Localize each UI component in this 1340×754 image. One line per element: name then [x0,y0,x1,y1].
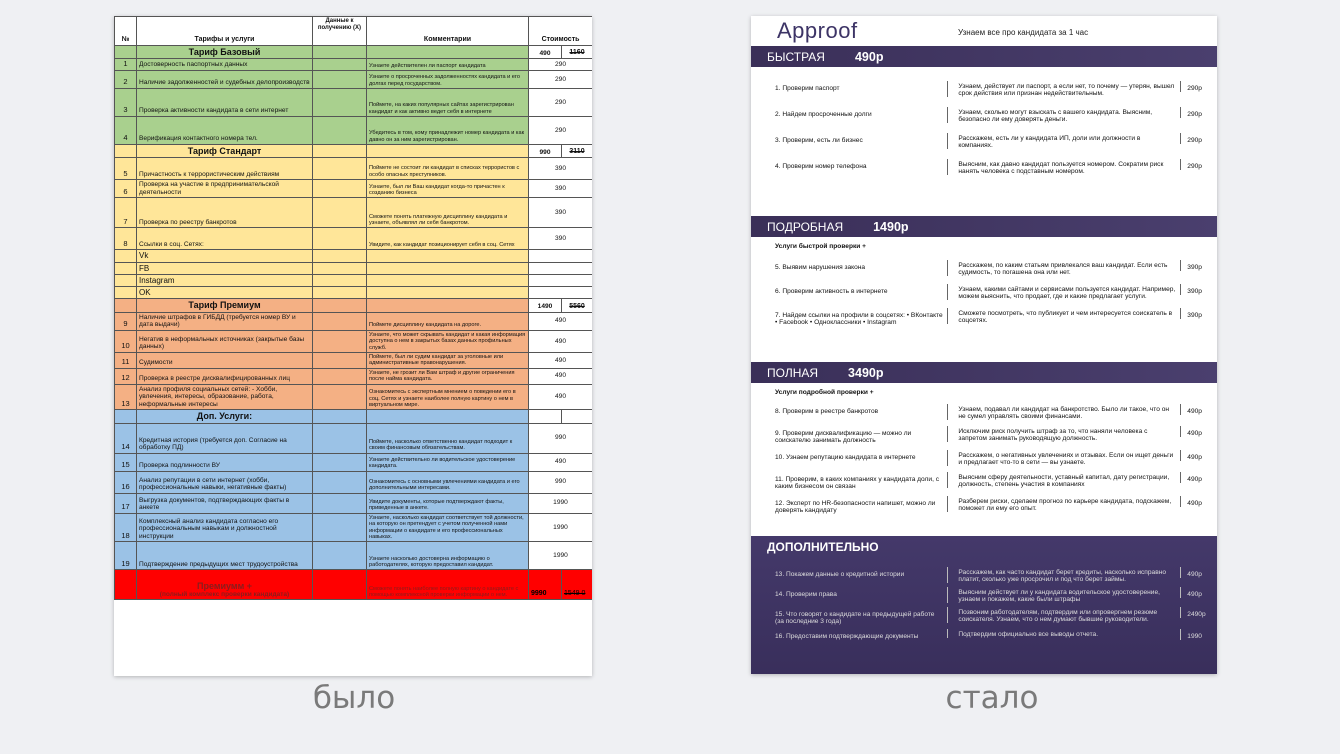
row-number: 18 [115,513,137,542]
row-number: 7 [115,198,137,228]
extra-band [751,536,1217,557]
row-service: Ссылки в соц. Сетях: [137,228,313,250]
row-data-cell [313,330,367,352]
row-data-cell [313,423,367,453]
row-service: Проверка подлинности ВУ [137,453,313,471]
item-price: 290р [1180,133,1217,144]
caption-after: стало [945,680,1039,716]
premium-plus-old-price: 1549 0 [562,570,593,600]
row-price: 490 [529,312,593,330]
price-list-item [751,607,1217,625]
row-data-cell [313,70,367,88]
item-service: 3. Проверим, есть ли бизнес [775,137,863,144]
detailed-subtitle: Услуги быстрой проверки + [775,243,867,250]
detailed-band [751,216,1217,237]
row-number: 5 [115,158,137,180]
row-service: Кредитная история (требуется доп. Согласие на обработку ПД) [137,423,313,453]
row-number [115,287,137,299]
row-comment: Увидите документы, которые подтверждают факты, приведенные в анкете. [367,493,529,513]
premium-plus-comment: Сможете понять наиболее полную картину о кандидате с помощью комплексной проверки информации о нем. [367,570,529,600]
section-num-cell [115,299,137,312]
item-service: 15. Что говорят о кандидате на предыдущей работе (за последние 3 года) [775,611,935,625]
row-comment: Узнаете, насколько кандидат соответствует той должности, на которую он претендует с учетом полученной нами информации о кандидате и его профессиональных навыках. [367,513,529,542]
row-price: 390 [529,158,593,180]
header-cost: Стоимость [529,17,593,46]
row-price [529,250,593,262]
final-offer [751,663,1217,674]
item-service: 12. Эксперт по HR-безопасности напишет, можно ли доверять кандидату [775,500,936,514]
row-comment: Поймете дисциплину кандидата на дороге. [367,312,529,330]
row-price: 990 [529,471,593,493]
row-data-cell [313,198,367,228]
table-row [115,88,593,116]
row-price: 390 [529,198,593,228]
row-data-cell [313,116,367,144]
price-list-item [751,567,1217,583]
row-data-cell [313,262,367,274]
item-comment: Расскажем, о негативных увлечениях и отзывах. Если он ищет деньги и предлагает что-то в сети — вы узнаете. [947,450,1176,466]
row-service: Наличие задолженностей и судебных делопроизводств [137,70,313,88]
row-price: 490 [529,330,593,352]
section-num-cell [115,46,137,59]
section-num-cell [115,144,137,157]
table-row [115,330,593,352]
row-comment: Ознакомитесь с основными увлечениями кандидата и его дополнительными интересами. [367,471,529,493]
price-list-item [751,472,1217,490]
row-price: 290 [529,116,593,144]
item-price: 390р [1180,308,1217,319]
price-list-item [751,133,1217,149]
section-old-price: 5560 [562,299,593,312]
price-list-item [751,260,1217,276]
row-price: 290 [529,70,593,88]
price-list-item [751,587,1217,603]
premium-plus-price: 9990 [529,570,562,600]
price-list-item [751,81,1217,97]
item-price: 490р [1180,587,1217,598]
tariff-table [114,16,592,600]
section-price: 1490 [529,299,562,312]
row-price: 1990 [529,542,593,570]
row-data-cell [313,312,367,330]
price-list-item [751,496,1217,514]
row-service: Instagram [137,274,313,286]
item-service: 1. Проверим паспорт [775,85,840,92]
price-list-item [751,308,1217,326]
premium-plus-name: Премиумм + [196,580,252,591]
row-comment: Увидите, как кандидат позиционирует себя в соц. Сетях [367,228,529,250]
row-data-cell [313,180,367,198]
row-data-cell [313,274,367,286]
table-row [115,250,593,262]
row-data-cell [313,250,367,262]
table-row [115,59,593,71]
row-comment: Узнаете о просроченных задолженностях кандидата и его долгах перед государством. [367,70,529,88]
new-price-list [751,16,1217,674]
section-data-cell [313,299,367,312]
item-price: 490р [1180,567,1217,578]
table-row [115,471,593,493]
row-comment: Узнаете, что может скрывать кандидат и какая информация доступна о нем в закрытых базах данных профильных служб. [367,330,529,352]
row-price: 390 [529,180,593,198]
table-row [115,423,593,453]
section-comment-cell [367,46,529,59]
row-price: 1990 [529,513,593,542]
item-comment: Расскажем, по каким статьям привлекался ваш кандидат. Если есть судимость, то погашена она или нет. [947,260,1176,276]
row-number: 15 [115,453,137,471]
fast-title: БЫСТРАЯ [767,49,825,64]
section-row-extra [115,410,593,423]
row-data-cell [313,228,367,250]
item-comment: Разберем риски, сделаем прогноз по карьере кандидата, подскажем, поможет ли ему его опыт. [947,496,1176,512]
price-list-item [751,426,1217,444]
row-number: 13 [115,384,137,410]
premium-plus-row [115,570,593,600]
price-list-item [751,629,1217,640]
row-service: Анализ профиля социальных сетей: - Хобби, увлечения, интересы, образование, работа, неформальные интересы [137,384,313,410]
row-comment: Поймете не состоит ли кандидат в списках террористов с особо опасных преступников. [367,158,529,180]
row-price [529,262,593,274]
section-data-cell [313,46,367,59]
header-service: Тарифы и услуги [137,17,313,46]
header-data: Данные к получению (Х) [313,17,367,46]
section-data-cell [313,410,367,423]
item-service: 9. Проверим дисквалификацию — можно ли соискателю занимать должность [775,430,912,444]
fast-items [751,67,1217,216]
row-comment: Убедитесь в том, кому принадлежит номер кандидата и как давно он за ним зарегистрирован. [367,116,529,144]
item-price: 290р [1180,159,1217,170]
premium-plus-subtitle: (полный комплекс проверки кандидата) [159,590,290,598]
row-service: Выгрузка документов, подтверждающих факты в анкете [137,493,313,513]
item-comment: Расскажем, есть ли у кандидата ИП, доли или должности в компаниях. [947,133,1176,149]
row-price: 1990 [529,493,593,513]
section-row-premium [115,299,593,312]
premium-plus-title [137,570,313,600]
row-number: 19 [115,542,137,570]
row-price [529,287,593,299]
section-title: Тариф Премиум [137,299,313,312]
row-number [115,262,137,274]
item-service: 11. Проверим, в каких компаниях у кандидата доли, с каким бизнесом он связан [775,476,940,490]
item-service: 16. Предоставим подтверждающие документы [775,633,919,640]
row-number [115,274,137,286]
full-title: ПОЛНАЯ [767,365,819,380]
brand-logo: Approof [777,18,858,43]
item-price: 290р [1180,81,1217,92]
item-service: 7. Найдем ссылки на профили в соцсетях: • ВКонтакте • Facebook • Одноклассники • Instagram [775,312,943,326]
item-price: 490р [1180,472,1217,483]
row-number: 4 [115,116,137,144]
item-price: 290р [1180,107,1217,118]
row-data-cell [313,453,367,471]
table-row [115,368,593,384]
table-row [115,513,593,542]
row-number [115,250,137,262]
item-price: 490р [1180,404,1217,415]
section-title: Тариф Стандарт [137,144,313,157]
item-price: 490р [1180,450,1217,461]
row-service: Наличие штрафов в ГИБДД (требуется номер ВУ и дата выдачи) [137,312,313,330]
row-service: Vk [137,250,313,262]
table-row [115,180,593,198]
row-service: Проверка в реестре дисквалифицированных лиц [137,368,313,384]
fast-band [751,46,1217,67]
section-comment-cell [367,144,529,157]
row-data-cell [313,493,367,513]
row-comment: Узнаете действителен ли паспорт кандидата [367,59,529,71]
table-row [115,352,593,368]
row-price: 490 [529,352,593,368]
price-list-item [751,450,1217,466]
row-data-cell [313,59,367,71]
item-comment: Позвоним работодателям, подтвердим или опровергнем резюме соискателя. Узнаем, что о нем думают бывшие руководители. [947,607,1176,623]
row-data-cell [313,471,367,493]
item-service: 4. Проверим номер телефона [775,163,867,170]
premium-plus-num [115,570,137,600]
row-comment [367,274,529,286]
item-comment: Выясним действует ли у кандидата водительское удостоверение, узнаем и покажем, какие были штрафы [947,587,1176,603]
row-price: 990 [529,423,593,453]
row-service: Причастность к террористическим действиям [137,158,313,180]
section-old-price [562,410,593,423]
table-row [115,70,593,88]
table-row [115,453,593,471]
row-service: OK [137,287,313,299]
row-service: FB [137,262,313,274]
extra-title: ДОПОЛНИТЕЛЬНО [767,539,879,554]
extra-block [751,536,1217,674]
item-comment: Выясним сферу деятельности, уставный капитал, дату регистрации, должность, степень участия в компаниях [947,472,1176,488]
item-service: 8. Проверим в реестре банкротов [775,408,879,415]
table-row [115,287,593,299]
section-title: Доп. Услуги: [137,410,313,423]
item-price: 390р [1180,284,1217,295]
item-service: 14. Проверим права [775,591,837,598]
row-price: 490 [529,368,593,384]
header-comment: Комментарии [367,17,529,46]
detailed-title: ПОДРОБНАЯ [767,219,844,234]
row-service: Подтверждение предыдущих мест трудоустройства [137,542,313,570]
row-number: 3 [115,88,137,116]
detailed-items [751,260,1217,362]
row-number: 2 [115,70,137,88]
item-comment: Исключим риск получить штраф за то, что наняли человека с запретом занимать руководящую должность. [947,426,1176,442]
row-service: Проверка активности кандидата в сети интернет [137,88,313,116]
table-row [115,384,593,410]
table-row [115,274,593,286]
section-row-basic [115,46,593,59]
price-list-item [751,107,1217,123]
row-data-cell [313,158,367,180]
item-comment: Узнаем, сколько могут взыскать с вашего кандидата. Выясним, безопасно ли ему доверять деньги. [947,107,1176,123]
item-service: 6. Проверим активность в интернете [775,288,888,295]
row-comment [367,262,529,274]
full-band [751,362,1217,383]
section-row-standard [115,144,593,157]
row-number: 17 [115,493,137,513]
row-service: Проверка на участие в предпринимательской деятельности [137,180,313,198]
section-comment-cell [367,410,529,423]
row-data-cell [313,384,367,410]
section-title: Тариф Базовый [137,46,313,59]
detailed-price: 1490р [873,219,909,234]
section-comment-cell [367,299,529,312]
item-price: 2490р [1180,607,1217,618]
item-service: 13. Покажем данные о кредитной истории [775,571,905,578]
table-row [115,198,593,228]
item-comment: Выясним, как давно кандидат пользуется номером. Сократим риск нанять человека с подставным номером. [947,159,1176,175]
row-data-cell [313,542,367,570]
row-comment: Поймете, на каких популярных сайтах зарегистрирован кандидат и как активно ведет себя в интернете [367,88,529,116]
row-comment: Узнаете, не грозит ли Вам штраф и другие ограничения после найма кандидата. [367,368,529,384]
item-price: 490р [1180,426,1217,437]
section-num-cell [115,410,137,423]
row-price [529,274,593,286]
row-comment: Поймете, был ли судим кандидат за уголовные или административные правонарушения. [367,352,529,368]
section-old-price: 1160 [562,46,593,59]
item-service: 10. Узнаем репутацию кандидата в интернете [775,454,916,461]
section-price [529,410,562,423]
row-price: 490 [529,384,593,410]
row-comment [367,287,529,299]
row-comment: Узнаете насколько достоверна информацию о работодателях, которую предоставил кандидат. [367,542,529,570]
price-list-item [751,284,1217,300]
item-comment: Расскажем, как часто кандидат берет кредиты, насколько исправно платит, сколько уже просрочил и под что берет займы. [947,567,1176,583]
table-header-row [115,17,593,46]
full-price: 3490р [848,365,884,380]
row-comment [367,250,529,262]
row-data-cell [313,368,367,384]
row-price: 490 [529,453,593,471]
row-number: 8 [115,228,137,250]
row-number: 10 [115,330,137,352]
item-service: 5. Выявим нарушения закона [775,264,866,271]
item-comment: Узнаем, подавал ли кандидат на банкротство. Было ли такое, что он не сумел управлять своими финансами. [947,404,1176,420]
row-price: 290 [529,59,593,71]
item-comment: Узнаем, какими сайтами и сервисами пользуется кандидат. Например, можем выяснить, что продает, где и какие предлагает услуги. [947,284,1176,300]
row-price: 390 [529,228,593,250]
row-data-cell [313,88,367,116]
row-number: 6 [115,180,137,198]
row-service: Негатив в неформальных источниках (закрытые базы данных) [137,330,313,352]
row-service: Комплексный анализ кандидата согласно его профессиональным навыкам и должностной инструкции [137,513,313,542]
item-price: 490р [1180,496,1217,507]
row-service: Верификация контактного номера тел. [137,116,313,144]
tagline: Узнаем все про кандидата за 1 час [958,28,1089,37]
row-number: 9 [115,312,137,330]
table-row [115,116,593,144]
premium-plus-data [313,570,367,600]
table-row [115,493,593,513]
row-number: 12 [115,368,137,384]
row-data-cell [313,513,367,542]
row-comment: Поймете, насколько ответственно кандидат подходит к своим финансовым обязательствам. [367,423,529,453]
row-service: Достоверность паспортных данных [137,59,313,71]
row-number: 1 [115,59,137,71]
section-price: 990 [529,144,562,157]
table-row [115,542,593,570]
table-row [115,158,593,180]
item-comment: Подтвердим официально все выводы отчета. [947,629,1176,638]
row-comment: Узнаете, был ли Ваш кандидат когда-то причастен к созданию бизнеса [367,180,529,198]
row-number: 11 [115,352,137,368]
section-data-cell [313,144,367,157]
header-num: № [115,17,137,46]
fast-price: 490р [854,49,884,64]
row-comment: Сможете понять платежную дисциплину кандидата и узнаете, объявлял ли себя банкротом. [367,198,529,228]
item-comment: Узнаем, действует ли паспорт, а если нет, то почему — утерян, вышел срок действия или признан недействительным. [947,81,1176,97]
row-data-cell [313,352,367,368]
row-service: Проверка по реестру банкротов [137,198,313,228]
row-number: 14 [115,423,137,453]
row-comment: Ознакомитесь с экспертным мнением о поведении его в соц. Сетях и узнаете наиболее полную картину о нем в виртуальном мире. [367,384,529,410]
section-price: 490 [529,46,562,59]
item-price: 1990 [1180,629,1217,640]
caption-before: было [312,680,396,716]
item-service: 2. Найдем просроченные долги [775,111,872,118]
old-price-table [114,16,592,676]
row-data-cell [313,287,367,299]
row-comment: Узнаете действительно ли водительское удостоверение кандидата. [367,453,529,471]
table-row [115,262,593,274]
table-row [115,228,593,250]
row-service: Анализ репутации в сети интернет (хобби, профессиональные навыки, негативные факты) [137,471,313,493]
full-subtitle: Услуги подробной проверки + [775,389,874,396]
row-number: 16 [115,471,137,493]
price-list-item [751,404,1217,420]
extra-items [751,557,1217,663]
table-row [115,312,593,330]
item-price: 390р [1180,260,1217,271]
brand-header [751,16,1217,46]
row-price: 290 [529,88,593,116]
section-old-price: 3110 [562,144,593,157]
full-items [751,404,1217,536]
row-service: Судимости [137,352,313,368]
price-list-item [751,159,1217,175]
item-comment: Сможете посмотреть, что публикует и чем интересуется соискатель в соцсетях. [947,308,1176,324]
